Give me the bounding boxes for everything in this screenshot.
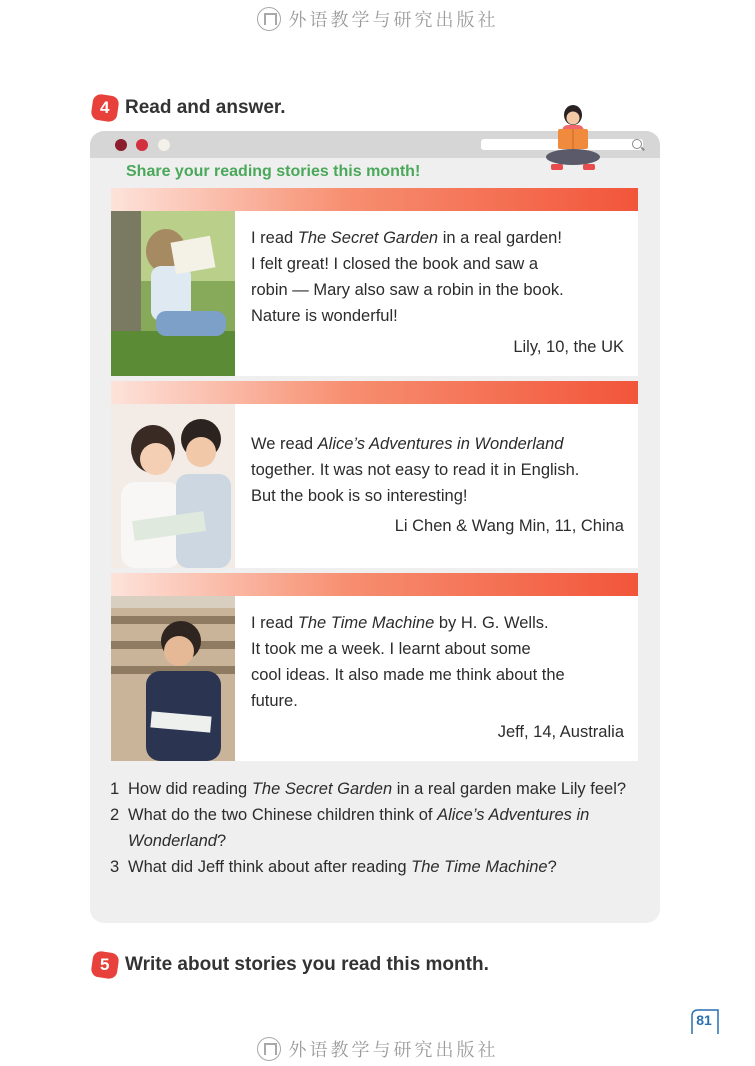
story-line [251, 303, 626, 329]
story-line [251, 277, 626, 303]
story-line [251, 431, 626, 457]
story-author: Li Chen & Wang Min, 11, China [394, 517, 624, 535]
window-maximize-dot-icon[interactable] [158, 139, 170, 151]
text-run: What do the two Chinese children think of [128, 806, 438, 824]
text-run: But the book is so interesting! [251, 487, 468, 505]
share-prompt: Share your reading stories this month! [126, 163, 421, 180]
section-title: Write about stories you read this month. [125, 954, 489, 975]
text-run: in a real garden make Lily feel? [392, 780, 627, 798]
text-run: What did Jeff think about after reading [128, 858, 412, 876]
story-author: Lily, 10, the UK [513, 338, 624, 356]
question-item [110, 854, 650, 880]
section-number: 4 [100, 98, 110, 117]
story-line [251, 225, 626, 251]
story-line [251, 636, 626, 662]
publisher-name: 外语教学与研究出版社 [288, 10, 499, 31]
book-title: Alice’s Adventures in Wonderland [317, 435, 564, 453]
story-author: Jeff, 14, Australia [497, 723, 624, 741]
publisher-logo-icon [257, 7, 281, 31]
question-list [110, 776, 650, 880]
section-4-heading [92, 95, 286, 121]
text-run: future. [251, 692, 298, 710]
text-run: I felt great! I closed the book and saw a [251, 255, 539, 273]
question-item [110, 776, 650, 802]
window-close-dot-icon[interactable] [115, 139, 127, 151]
text-run: How did reading [128, 780, 252, 798]
text-run: in a real garden! [438, 229, 562, 247]
page-number-tab [688, 1008, 720, 1036]
text-run: ? [547, 858, 557, 876]
search-icon[interactable] [632, 139, 642, 149]
story-line [251, 662, 626, 688]
text-run: cool ideas. It also made me think about the [251, 666, 565, 684]
story-card [111, 188, 638, 376]
book-title: Alice’s Adventures in Wonderland [128, 806, 590, 850]
window-minimize-dot-icon[interactable] [136, 139, 148, 151]
story-text [251, 431, 626, 509]
book-title: The Secret Garden [297, 229, 439, 247]
text-run: robin — Mary also saw a robin in the book. [251, 281, 564, 299]
boy-reading-photo [111, 596, 235, 761]
publisher-footer [0, 1036, 755, 1062]
section-number-badge [90, 950, 119, 979]
text-run: together. It was not easy to read it in English. [251, 461, 580, 479]
story-line [251, 483, 626, 509]
story-line [251, 688, 626, 714]
story-card [111, 381, 638, 568]
question-number: 1 [110, 780, 120, 798]
story-line [251, 610, 626, 636]
question-number: 3 [110, 858, 120, 876]
text-run: I read [251, 229, 298, 247]
children-reading-photo [111, 404, 235, 568]
story-line [251, 457, 626, 483]
text-run: by H. G. Wells. [434, 614, 549, 632]
book-title: The Secret Garden [251, 780, 393, 798]
book-title: The Time Machine [411, 858, 548, 876]
text-run: Nature is wonderful! [251, 307, 398, 325]
publisher-header [0, 6, 755, 32]
reading-girl-illustration-icon [543, 103, 603, 173]
story-card [111, 573, 638, 761]
question-text [128, 802, 650, 854]
question-text [128, 776, 626, 802]
story-text [251, 225, 626, 329]
text-run: It took me a week. I learnt about some [251, 640, 531, 658]
story-text [251, 610, 626, 714]
girl-reading-photo [111, 211, 235, 376]
section-5-heading [92, 952, 489, 978]
text-run: ? [216, 832, 227, 850]
book-title: The Time Machine [297, 614, 435, 632]
text-run: I read [251, 614, 298, 632]
page-number: 81 [696, 1012, 712, 1028]
publisher-name: 外语教学与研究出版社 [288, 1040, 499, 1061]
text-run: We read [251, 435, 318, 453]
section-title: Read and answer. [125, 97, 286, 118]
question-text [128, 854, 557, 880]
card-header-bar [111, 573, 638, 596]
story-line [251, 251, 626, 277]
question-number: 2 [110, 806, 120, 824]
section-number-badge [90, 93, 119, 122]
card-header-bar [111, 188, 638, 211]
section-number: 5 [100, 955, 110, 974]
card-header-bar [111, 381, 638, 404]
question-item [110, 802, 650, 854]
publisher-logo-icon [257, 1037, 281, 1061]
